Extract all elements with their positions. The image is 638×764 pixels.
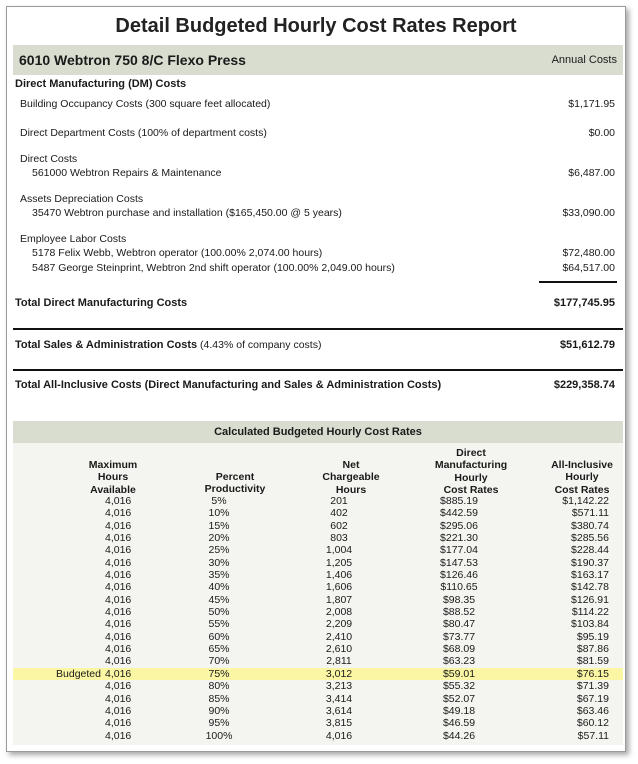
net-hours-cell: 402 xyxy=(330,507,348,520)
productivity-cell: 85% xyxy=(208,692,230,705)
rates-heading: Calculated Budgeted Hourly Cost Rates xyxy=(214,426,422,438)
max-hours-cell: 4,016 xyxy=(105,692,132,705)
table-row xyxy=(13,655,623,667)
table-row xyxy=(13,581,623,593)
total-all-label: Total All-Inclusive Costs (Direct Manufacturing and Sales & Administration Costs) xyxy=(15,379,442,391)
row-label xyxy=(13,643,105,655)
max-hours-cell: 4,016 xyxy=(105,581,132,594)
table-row xyxy=(13,717,623,729)
productivity-cell: 35% xyxy=(208,569,230,582)
net-hours-cell: 2,811 xyxy=(326,655,352,668)
row-label: Budgeted xyxy=(13,668,105,680)
productivity-cell: 95% xyxy=(208,717,230,730)
col-all-rates-line-1: All-Inclusive xyxy=(551,459,613,471)
department-label: Direct Department Costs (100% of department costs) xyxy=(20,127,267,139)
direct-costs-item: 561000 Webtron Repairs & Maintenance xyxy=(32,167,222,179)
table-row xyxy=(13,520,623,532)
col-all-rates xyxy=(537,459,627,496)
total-sa-note: (4.43% of company costs) xyxy=(197,339,322,351)
productivity-cell: 5% xyxy=(211,495,227,507)
depreciation-amount: $33,090.00 xyxy=(562,207,615,219)
table-row xyxy=(13,532,623,544)
all-rate-cell: $67.19 xyxy=(576,692,609,705)
table-row-budgeted xyxy=(13,668,623,680)
department-amount: $0.00 xyxy=(588,127,615,139)
productivity-cell: 20% xyxy=(208,532,230,545)
productivity-cell: 65% xyxy=(208,643,230,656)
all-rate-cell: $95.19 xyxy=(576,630,609,643)
dm-rate-cell: $49.18 xyxy=(442,704,476,717)
row-label xyxy=(13,705,105,717)
row-label xyxy=(13,594,105,606)
all-rate-cell: $380.74 xyxy=(571,519,609,532)
net-hours-cell: 1,205 xyxy=(325,556,353,569)
productivity-cell: 45% xyxy=(208,593,230,606)
max-hours-cell: 4,016 xyxy=(105,593,132,606)
net-hours-cell: 3,414 xyxy=(325,692,353,705)
labor-item-2: 5487 George Steinprint, Webtron 2nd shift operator (100.00% 2,049.00 hours) xyxy=(32,262,395,274)
col-net-hours-line-2: Chargeable xyxy=(322,471,380,484)
max-hours-cell: 4,016 xyxy=(105,556,132,569)
net-hours-cell: 2,410 xyxy=(325,630,353,643)
occupancy-amount: $1,171.95 xyxy=(568,98,615,110)
all-rate-cell: $163.17 xyxy=(571,569,609,582)
dm-rate-cell: $885.19 xyxy=(440,495,478,507)
labor-item-1: 5178 Felix Webb, Webtron operator (100.00% 2,074.00 hours) xyxy=(32,247,323,259)
max-hours-cell: 4,016 xyxy=(105,655,132,668)
productivity-cell: 40% xyxy=(208,581,230,594)
table-row xyxy=(13,594,623,606)
col-max-hours-line-1: Maximum xyxy=(88,459,138,471)
col-productivity xyxy=(185,471,285,496)
all-rate-cell: $285.56 xyxy=(571,532,609,545)
net-hours-cell: 1,406 xyxy=(325,569,353,582)
divider-1 xyxy=(13,328,623,330)
dm-rate-cell: $52.07 xyxy=(442,692,476,705)
row-label xyxy=(13,618,105,630)
direct-costs-amount: $6,487.00 xyxy=(568,167,615,179)
col-all-rates-line-3: Cost Rates xyxy=(554,483,610,496)
max-hours-cell: 4,016 xyxy=(105,704,132,717)
row-label xyxy=(13,680,105,692)
divider-2 xyxy=(13,369,623,371)
dm-rate-cell: $221.30 xyxy=(440,532,478,545)
net-hours-cell: 2,209 xyxy=(325,618,353,631)
dm-rate-cell: $147.53 xyxy=(440,556,478,569)
table-row xyxy=(13,495,623,507)
table-row xyxy=(13,618,623,630)
row-label xyxy=(13,631,105,643)
total-dm-label: Total Direct Manufacturing Costs xyxy=(15,297,188,309)
table-row xyxy=(13,680,623,692)
row-label xyxy=(13,717,105,729)
dm-rate-cell: $46.59 xyxy=(442,717,476,730)
total-all-amount: $229,358.74 xyxy=(553,379,615,391)
table-row xyxy=(13,730,623,742)
productivity-cell: 100% xyxy=(205,729,233,742)
all-rate-cell: $571.11 xyxy=(571,507,609,520)
col-dm-rates-line-2: Manufacturing xyxy=(434,459,508,472)
dm-rate-cell: $68.09 xyxy=(442,643,476,656)
row-label xyxy=(13,520,105,532)
dm-rate-cell: $44.26 xyxy=(442,729,476,742)
occupancy-label: Building Occupancy Costs (300 square feet allocated) xyxy=(20,98,271,110)
productivity-cell: 60% xyxy=(208,630,230,643)
all-rate-cell: $71.39 xyxy=(576,680,609,693)
net-hours-cell: 2,008 xyxy=(325,606,353,619)
max-hours-cell: 4,016 xyxy=(105,519,132,532)
net-hours-cell: 1,004 xyxy=(325,544,353,557)
row-label xyxy=(13,606,105,618)
table-row xyxy=(13,705,623,717)
col-dm-rates-line-1: Direct xyxy=(456,447,486,459)
row-label xyxy=(13,730,105,742)
dm-rate-cell: $177.04 xyxy=(440,544,478,557)
col-productivity-line-1: Percent xyxy=(215,471,255,483)
all-rate-cell: $76.15 xyxy=(529,668,623,680)
dm-rate-cell: $442.59 xyxy=(440,507,478,520)
rates-heading-band xyxy=(13,421,623,443)
table-row xyxy=(13,693,623,705)
table-row xyxy=(13,557,623,569)
depreciation-label: Assets Depreciation Costs xyxy=(20,193,144,205)
total-sa-label: Total Sales & Administration Costs xyxy=(15,339,198,351)
table-row xyxy=(13,569,623,581)
labor-amount-2: $64,517.00 xyxy=(562,262,615,274)
table-row xyxy=(13,631,623,643)
all-rate-cell: $103.84 xyxy=(571,618,609,631)
table-row xyxy=(13,643,623,655)
depreciation-item: 35470 Webtron purchase and installation ($165,450.00 @ 5 years) xyxy=(32,207,342,219)
max-hours-cell: 4,016 xyxy=(105,569,132,582)
resource-name: 6010 Webtron 750 8/C Flexo Press xyxy=(19,52,246,68)
max-hours-cell: 4,016 xyxy=(105,668,149,680)
max-hours-cell: 4,016 xyxy=(105,717,132,730)
max-hours-cell: 4,016 xyxy=(105,532,132,545)
all-rate-cell: $81.59 xyxy=(576,655,609,668)
all-rate-cell: $114.22 xyxy=(571,606,609,619)
row-label xyxy=(13,544,105,556)
productivity-cell: 55% xyxy=(208,618,230,631)
productivity-cell: 80% xyxy=(208,680,230,693)
net-hours-cell: 1,807 xyxy=(325,593,353,606)
net-hours-cell: 2,610 xyxy=(325,643,353,656)
col-max-hours xyxy=(83,459,143,496)
dm-rate-cell: $80.47 xyxy=(442,618,476,631)
direct-costs-label: Direct Costs xyxy=(20,153,78,165)
col-dm-rates-line-4: Cost Rates xyxy=(443,484,499,497)
col-net-hours-line-1: Net xyxy=(342,459,360,471)
table-row xyxy=(13,606,623,618)
net-hours-cell: 3,815 xyxy=(325,717,353,730)
dm-rate-cell: $55.32 xyxy=(442,680,476,693)
dm-rate-cell: $295.06 xyxy=(440,519,478,532)
max-hours-cell: 4,016 xyxy=(105,507,132,520)
rates-table-body xyxy=(13,495,623,742)
report-title: Detail Budgeted Hourly Cost Rates Report xyxy=(115,15,517,37)
col-net-hours xyxy=(301,459,401,496)
net-hours-cell: 3,213 xyxy=(325,680,353,693)
net-hours-cell: 201 xyxy=(330,495,348,507)
rates-table xyxy=(13,495,623,742)
all-rate-cell: $126.91 xyxy=(571,593,609,606)
col-net-hours-line-3: Hours xyxy=(335,483,367,496)
row-label xyxy=(13,495,105,507)
col-dm-rates-line-3: Hourly xyxy=(454,471,488,484)
net-hours-cell: 602 xyxy=(330,519,348,532)
all-rate-cell: $142.78 xyxy=(571,581,609,594)
total-sa-line xyxy=(15,339,321,351)
labor-amount-1: $72,480.00 xyxy=(562,247,615,259)
productivity-cell: 75% xyxy=(149,668,289,680)
col-max-hours-line-3: Available xyxy=(90,483,136,496)
productivity-cell: 10% xyxy=(208,507,230,520)
col-productivity-line-2: Productivity xyxy=(204,483,266,496)
labor-label: Employee Labor Costs xyxy=(20,233,127,245)
productivity-cell: 15% xyxy=(208,519,230,532)
max-hours-cell: 4,016 xyxy=(105,630,132,643)
row-label xyxy=(13,655,105,667)
dm-rate-cell: $88.52 xyxy=(442,606,476,619)
dm-rate-cell: $59.01 xyxy=(389,668,529,680)
table-row xyxy=(13,507,623,519)
max-hours-cell: 4,016 xyxy=(105,680,132,693)
productivity-cell: 50% xyxy=(208,606,230,619)
productivity-cell: 70% xyxy=(208,655,230,668)
net-hours-cell: 3,614 xyxy=(325,704,353,717)
annual-costs-label: Annual Costs xyxy=(551,54,617,66)
col-all-rates-line-2: Hourly xyxy=(565,471,599,484)
productivity-cell: 25% xyxy=(208,544,230,557)
dm-rate-cell: $126.46 xyxy=(440,569,478,582)
max-hours-cell: 4,016 xyxy=(105,544,132,557)
col-dm-rates xyxy=(411,447,531,497)
productivity-cell: 90% xyxy=(208,704,230,717)
resource-header xyxy=(13,45,623,75)
all-rate-cell: $60.12 xyxy=(576,717,609,730)
row-label xyxy=(13,557,105,569)
total-dm-amount: $177,745.95 xyxy=(553,297,615,309)
max-hours-cell: 4,016 xyxy=(105,729,132,742)
table-row xyxy=(13,544,623,556)
net-hours-cell: 803 xyxy=(330,532,348,545)
productivity-cell: 30% xyxy=(208,556,230,569)
all-rate-cell: $63.46 xyxy=(576,704,609,717)
max-hours-cell: 4,016 xyxy=(105,618,132,631)
dm-rate-cell: $73.77 xyxy=(442,630,476,643)
max-hours-cell: 4,016 xyxy=(105,643,132,656)
row-label xyxy=(13,532,105,544)
net-hours-cell: 1,606 xyxy=(325,581,353,594)
max-hours-cell: 4,016 xyxy=(105,495,132,507)
total-sa-amount: $51,612.79 xyxy=(559,339,615,351)
subtotal-rule xyxy=(539,281,617,283)
row-label xyxy=(13,507,105,519)
dm-rate-cell: $110.65 xyxy=(440,581,478,594)
dm-rate-cell: $98.35 xyxy=(442,593,476,606)
dm-heading: Direct Manufacturing (DM) Costs xyxy=(15,78,187,90)
row-label xyxy=(13,693,105,705)
col-max-hours-line-2: Hours xyxy=(97,471,129,484)
all-rate-cell: $1,142.22 xyxy=(562,495,609,507)
row-label xyxy=(13,581,105,593)
net-hours-cell: 4,016 xyxy=(325,729,353,742)
report-frame xyxy=(6,6,626,752)
net-hours-cell: 3,012 xyxy=(289,668,389,680)
all-rate-cell: $57.11 xyxy=(577,729,609,742)
dm-rate-cell: $63.23 xyxy=(442,655,476,668)
row-label xyxy=(13,569,105,581)
all-rate-cell: $87.86 xyxy=(576,643,609,656)
all-rate-cell: $190.37 xyxy=(571,556,609,569)
max-hours-cell: 4,016 xyxy=(105,606,132,619)
all-rate-cell: $228.44 xyxy=(571,544,609,557)
